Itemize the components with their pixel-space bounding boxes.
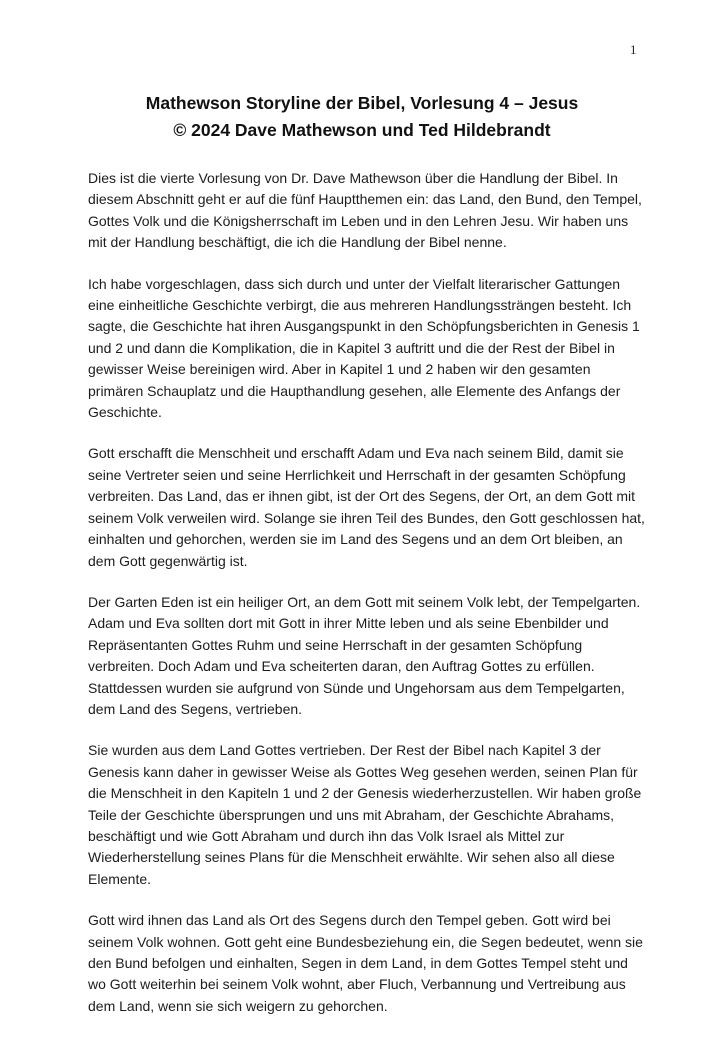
title-line-1: Mathewson Storyline der Bibel, Vorlesung 4 – Jesus [145,93,579,113]
paragraph: Ich habe vorgeschlagen, dass sich durch und unter der Vielfalt literarischer Gattungen eine einheitliche Geschichte verbirgt, die aus mehreren Handlungssträngen besteht. Ich sagte, die Geschichte hat ihren Ausgangspunkt in den Schöpfungsberichten in Genesis 1 und 2 und dann die Komplikation, die in Kapitel 3 auftritt und die der Rest der Bibel in gewisser Weise bereinigen wird. Aber in Kapitel 1 und 2 haben wir den gesamten primären Schauplatz und die Haupthandlung gesehen, alle Elemente des Anfangs der Geschichte. [88,275,640,421]
paragraph: Der Garten Eden ist ein heiliger Ort, an dem Gott mit seinem Volk lebt, der Tempelgarten. Adam und Eva sollten dort mit Gott in ihrer Mitte leben und als seine Ebenbilder und Repräsentanten Gottes Ruhm und seine Herrschaft in der gesamten Schöpfung verbreiten. Doch Adam und Eva scheiterten daran, den Auftrag Gottes zu erfüllen. Stattdessen wurden sie aufgrund von Sünde und Ungehorsam aus dem Tempelgarten, dem Land des Segens, vertrieben. [88,593,641,717]
paragraph: Gott erschafft die Menschheit und erschafft Adam und Eva nach seinem Bild, damit sie seine Vertreter seien und seine Herrlichkeit und Herrschaft in der gesamten Schöpfung verbreiten. Das Land, das er ihnen gibt, ist der Ort des Segens, der Ort, an dem Gott mit seinem Volk verweilen wird. Solange sie ihren Teil des Bundes, den Gott geschlossen hat, einhalten und gehorchen, werden sie im Land des Segens und an dem Ort bleiben, an dem Gott gegenwärtig ist. [88,445,645,569]
document-title [60,90,664,144]
page-number: 1 [630,42,637,57]
title-line-2: © 2024 Dave Mathewson und Ted Hildebrandt [173,120,551,140]
paragraph: Gott wird ihnen das Land als Ort des Segens durch den Tempel geben. Gott wird bei seinem Volk wohnen. Gott geht eine Bundesbeziehung ein, die Segen bedeutet, wenn sie den Bund befolgen und einhalten, Segen in dem Land, in dem Gottes Tempel steht und wo Gott weiterhin bei seinem Volk wohnt, aber Fluch, Verbannung und Vertreibung aus dem Land, wenn sie sich weigern zu gehorchen. [88,912,643,1014]
document-body [88,168,648,1037]
paragraph: Sie wurden aus dem Land Gottes vertrieben. Der Rest der Bibel nach Kapitel 3 der Genesis kann daher in gewisser Weise als Gottes Weg gesehen werden, seinen Plan für die Menschheit in den Kapiteln 1 und 2 der Genesis wiederherzustellen. Wir haben große Teile der Geschichte übersprungen und uns mit Abraham, der Geschichte Abrahams, beschäftigt und wie Gott Abraham und durch ihn das Volk Israel als Mittel zur Wiederherstellung seines Plans für die Menschheit erwählte. Wir sehen also all diese Elemente. [88,742,642,887]
paragraph: Dies ist die vierte Vorlesung von Dr. Dave Mathewson über die Handlung der Bibel. In diesem Abschnitt geht er auf die fünf Hauptthemen ein: das Land, den Bund, den Tempel, Gottes Volk und die Königsherrschaft im Leben und in den Lehren Jesu. Wir haben uns mit der Handlung beschäftigt, die ich die Handlung der Bibel nenne. [88,170,642,251]
